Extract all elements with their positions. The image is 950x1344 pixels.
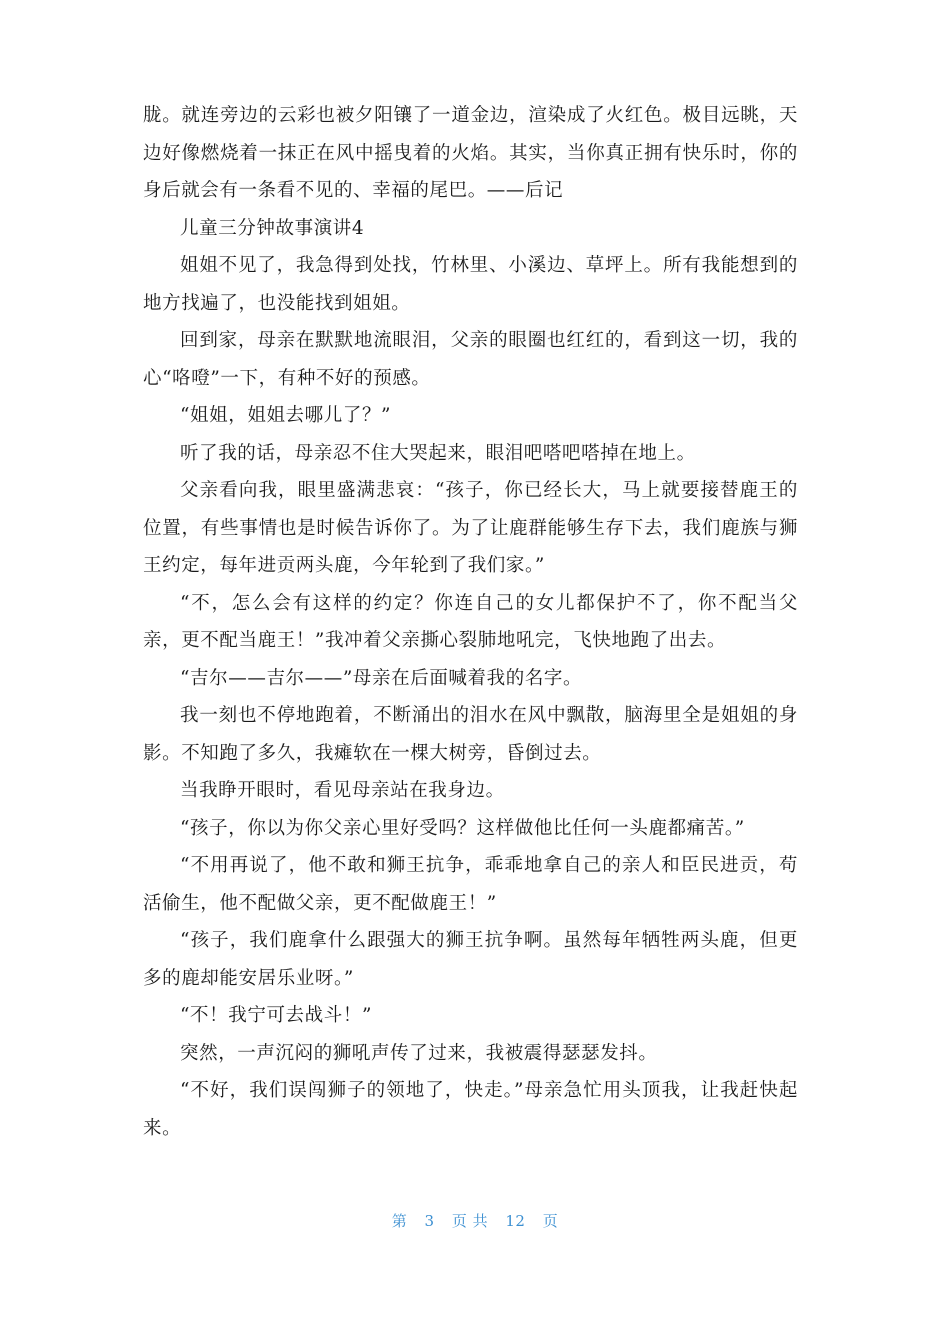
- paragraph: 姐姐不见了，我急得到处找，竹林里、小溪边、草坪上。所有我能想到的地方找遍了，也没能找到姐姐。: [143, 255, 798, 314]
- footer-prefix: 第: [391, 1212, 408, 1230]
- paragraph: 父亲看向我，眼里盛满悲哀：“孩子，你已经长大，马上就要接替鹿王的位置，有些事情也是时候告诉你了。为了让鹿群能够生存下去，我们鹿族与狮王约定，每年进贡两头鹿，今年轮到了我们家。”: [143, 480, 798, 576]
- section-heading: 儿童三分钟故事演讲4: [180, 217, 365, 239]
- paragraph: 突然，一声沉闷的狮吼声传了过来，我被震得瑟瑟发抖。: [180, 1042, 658, 1064]
- paragraph: “不用再说了，他不敢和狮王抗争，乖乖地拿自己的亲人和臣民进贡，苟活偷生，他不配做父亲，更不配做鹿王！”: [143, 855, 798, 914]
- paragraph: “孩子，我们鹿拿什么跟强大的狮王抗争啊。虽然每年牺牲两头鹿，但更多的鹿却能安居乐业呀。”: [143, 930, 798, 989]
- paragraph: 我一刻也不停地跑着，不断涌出的泪水在风中飘散，脑海里全是姐姐的身影。不知跑了多久，我瘫软在一棵大树旁，昏倒过去。: [143, 705, 798, 764]
- page-number-footer: [0, 1210, 950, 1231]
- paragraph: 当我睁开眼时，看见母亲站在我身边。: [180, 780, 505, 801]
- paragraph: “姐姐，姐姐去哪儿了？”: [180, 405, 392, 426]
- paragraph: “不！我宁可去战斗！”: [180, 1005, 373, 1026]
- paragraph: 回到家，母亲在默默地流眼泪，父亲的眼圈也红红的，看到这一切，我的心“咯噔”一下，有种不好的预感。: [143, 330, 798, 389]
- paragraph: 听了我的话，母亲忍不住大哭起来，眼泪吧嗒吧嗒掉在地上。: [180, 442, 696, 464]
- paragraph: “孩子，你以为你父亲心里好受吗？这样做他比任何一头鹿都痛苦。”: [180, 817, 745, 839]
- paragraph: “吉尔——吉尔——”母亲在后面喊着我的名字。: [180, 667, 583, 689]
- footer-suffix: 页: [542, 1212, 559, 1230]
- paragraph: “不好，我们误闯狮子的领地了，快走。”母亲急忙用头顶我，让我赶快起来。: [143, 1080, 798, 1139]
- footer-middle: 页 共: [451, 1212, 489, 1230]
- paragraph: “不，怎么会有这样的约定？你连自己的女儿都保护不了，你不配当父亲，更不配当鹿王！”我冲着父亲撕心裂肺地吼完，飞快地跑了出去。: [143, 592, 798, 651]
- document-body: [143, 97, 798, 1147]
- paragraph: 胧。就连旁边的云彩也被夕阳镶了一道金边，渲染成了火红色。极目远眺，天边好像燃烧着一抹正在风中摇曳着的火焰。其实，当你真正拥有快乐时，你的身后就会有一条看不见的、幸福的尾巴。——后记: [143, 105, 798, 201]
- current-page-number: 3: [424, 1212, 435, 1230]
- total-pages-number: 12: [505, 1212, 526, 1230]
